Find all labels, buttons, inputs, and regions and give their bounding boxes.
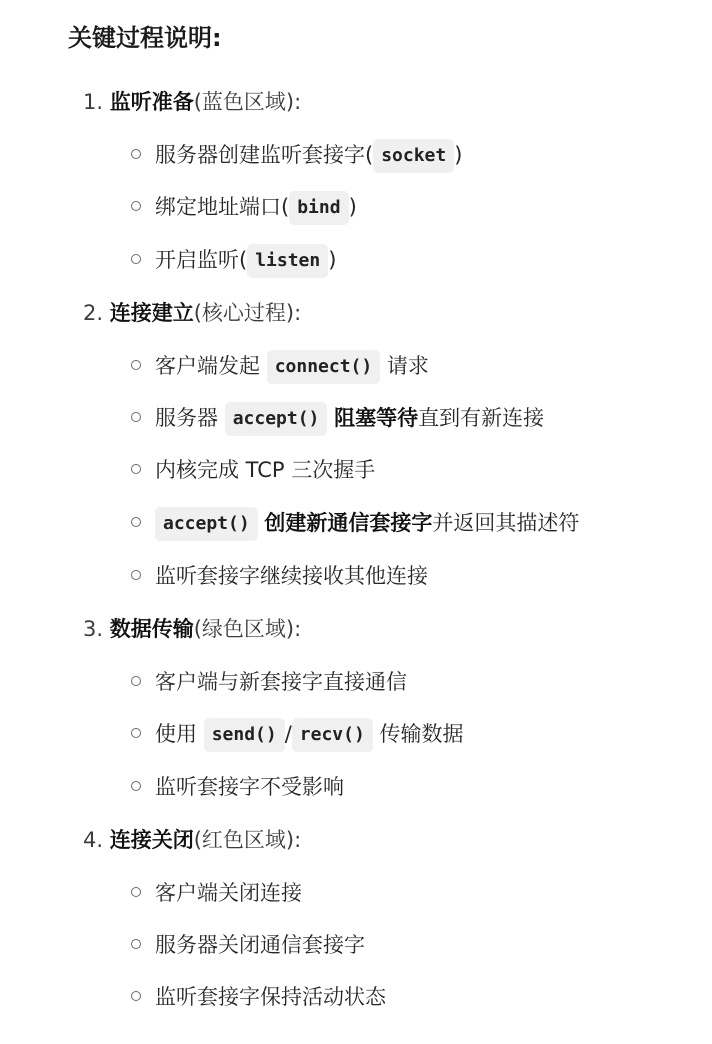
bullet-circle-icon (131, 464, 141, 474)
bullet-circle-icon (131, 939, 141, 949)
bullet-circle-icon (131, 728, 141, 738)
list-item: 服务器创建监听套接字( socket ) (131, 135, 462, 175)
step-4-heading (83, 822, 301, 858)
step-1-heading (83, 84, 301, 120)
list-item: 监听套接字保持活动状态 (131, 977, 386, 1017)
inline-code: listen (247, 244, 328, 278)
bullet-circle-icon (131, 149, 141, 159)
list-item: 内核完成 TCP 三次握手 (131, 450, 375, 490)
step-note: (红色区域): (193, 828, 302, 852)
step-3-heading (83, 611, 301, 647)
list-item: 客户端发起 connect() 请求 (131, 346, 429, 386)
inline-code: recv() (292, 718, 373, 752)
inline-code: connect() (267, 350, 381, 384)
step-number: 4. (83, 828, 104, 852)
inline-code: accept() (155, 507, 258, 541)
inline-code: socket (373, 139, 454, 173)
bullet-circle-icon (131, 517, 141, 527)
bullet-circle-icon (131, 412, 141, 422)
step-note: (核心过程): (193, 301, 302, 325)
bullet-circle-icon (131, 360, 141, 370)
bullet-circle-icon (131, 887, 141, 897)
step-name: 连接建立 (109, 301, 194, 325)
step-2-heading (83, 295, 301, 331)
inline-code: send() (204, 718, 285, 752)
list-item: 服务器关闭通信套接字 (131, 925, 365, 965)
step-number: 1. (83, 90, 104, 114)
list-item: 绑定地址端口( bind ) (131, 187, 357, 227)
step-number: 2. (83, 301, 104, 325)
bullet-circle-icon (131, 570, 141, 580)
bullet-circle-icon (131, 781, 141, 791)
bullet-circle-icon (131, 254, 141, 264)
step-name: 数据传输 (109, 617, 194, 641)
bullet-circle-icon (131, 991, 141, 1001)
inline-code: accept() (225, 402, 328, 436)
list-item: 客户端关闭连接 (131, 873, 302, 913)
emphasis-text: 创建新通信套接字 (264, 511, 433, 535)
step-number: 3. (83, 617, 104, 641)
list-item: accept() 创建新通信套接字并返回其描述符 (131, 503, 579, 543)
list-item: 监听套接字继续接收其他连接 (131, 556, 428, 596)
list-item: 监听套接字不受影响 (131, 767, 344, 807)
step-note: (绿色区域): (193, 617, 302, 641)
step-name: 监听准备 (109, 90, 194, 114)
bullet-circle-icon (131, 676, 141, 686)
section-title: 关键过程说明: (68, 24, 222, 52)
inline-code: bind (289, 191, 348, 225)
list-item: 开启监听( listen ) (131, 240, 336, 280)
bullet-circle-icon (131, 201, 141, 211)
step-note: (蓝色区域): (193, 90, 302, 114)
list-item: 服务器 accept() 阻塞等待直到有新连接 (131, 398, 544, 438)
list-item: 使用 send() / recv() 传输数据 (131, 714, 464, 754)
list-item: 客户端与新套接字直接通信 (131, 662, 407, 702)
step-name: 连接关闭 (109, 828, 194, 852)
emphasis-text: 阻塞等待 (334, 406, 419, 430)
